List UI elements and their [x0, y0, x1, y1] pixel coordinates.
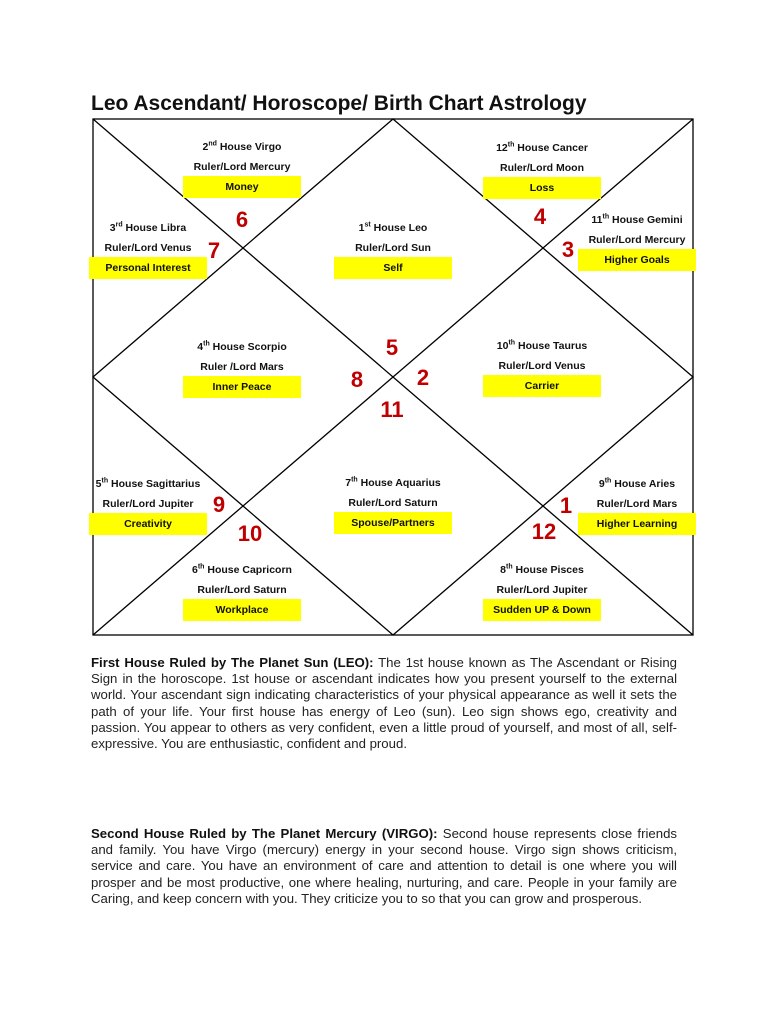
birth-chart [92, 118, 694, 636]
house-label: Higher Goals [578, 249, 696, 271]
house-label: Self [334, 257, 452, 279]
house-ruler: Ruler/Lord Venus [104, 242, 192, 254]
house-title: 11th House Gemini [591, 213, 683, 226]
house-7-aquarius [308, 477, 478, 534]
house-label: Money [183, 176, 301, 198]
house-11-gemini [552, 214, 722, 271]
paragraph-heading: First House Ruled by The Planet Sun (LEO): [91, 655, 374, 670]
second-house-paragraph [91, 826, 677, 907]
house-10-taurus [457, 340, 627, 397]
house-title: 7th House Aquarius [345, 476, 441, 489]
house-ruler: Ruler/Lord Mercury [193, 161, 291, 173]
sign-number-house-8: 12 [531, 519, 557, 544]
house-2-virgo [157, 141, 327, 198]
house-title: 5th House Sagittarius [95, 477, 201, 490]
house-ruler: Ruler/Lord Jupiter [496, 584, 588, 596]
sign-number-house-12: 4 [533, 204, 547, 229]
sign-number-house-3: 7 [207, 238, 221, 263]
paragraph-heading: Second House Ruled by The Planet Mercury (VIRGO): [91, 826, 438, 841]
house-4-scorpio [157, 341, 327, 398]
sign-number-house-4: 8 [350, 367, 364, 392]
house-ruler: Ruler /Lord Mars [200, 361, 284, 373]
house-8-pisces [457, 564, 627, 621]
house-label: Workplace [183, 599, 301, 621]
sign-number-house-5: 9 [212, 492, 226, 517]
house-title: 12th House Cancer [496, 141, 588, 154]
paragraph-body: Second house represents close friends and family. You have Virgo (mercury) energy in your second house. Virgo sign shows criticism, service and care. You have an environment of care and attention to detail is one where you will prosper and be most productive, one where healing, nurturing, and care. People in your family are Caring, and keep concern with you. They criticize you to so that you can grow and prosperous. [91, 826, 678, 906]
house-title: 3rd House Libra [109, 221, 187, 234]
house-title: 2nd House Virgo [202, 140, 282, 153]
sign-number-house-7: 11 [380, 397, 404, 422]
house-label: Creativity [89, 513, 207, 535]
house-label: Carrier [483, 375, 601, 397]
house-title: 6th House Capricorn [192, 563, 292, 576]
house-title: 9th House Aries [598, 477, 676, 490]
sign-number-house-2: 6 [235, 207, 249, 232]
first-house-paragraph [91, 655, 677, 752]
page-title: Leo Ascendant/ Horoscope/ Birth Chart Astrology [91, 92, 587, 115]
house-ruler: Ruler/Lord Saturn [348, 497, 438, 509]
sign-number-house-10: 2 [416, 365, 430, 390]
house-ruler: Ruler/Lord Saturn [197, 584, 287, 596]
house-label: Sudden UP & Down [483, 599, 601, 621]
house-12-cancer [457, 142, 627, 199]
house-title: 8th House Pisces [500, 563, 584, 576]
house-label: Higher Learning [578, 513, 696, 535]
house-title: 1st House Leo [358, 221, 428, 234]
sign-number-house-9: 1 [559, 493, 573, 518]
house-9-aries [552, 478, 722, 535]
house-label: Inner Peace [183, 376, 301, 398]
house-ruler: Ruler/Lord Sun [355, 242, 431, 254]
sign-number-house-1: 5 [385, 335, 399, 360]
paragraph-body: The 1st house known as The Ascendant or Rising Sign in the horoscope. 1st house or ascendant indicates how you present yourself to the external world. Your ascendant sign indicating characteristics of your physical appearance as well it sets the path of your life. Your first house has energy of Leo (sun). Leo sign shows ego, creativity and passion. You appear to others as very confident, even a little proud of yourself, and most of all, self-expressive. You are enthusiastic, confident and proud. [91, 655, 677, 752]
house-ruler: Ruler/Lord Moon [500, 162, 584, 174]
house-label: Spouse/Partners [334, 512, 452, 534]
house-ruler: Ruler/Lord Mars [596, 498, 678, 510]
house-ruler: Ruler/Lord Mercury [588, 234, 686, 246]
sign-number-house-6: 10 [237, 521, 263, 546]
house-title: 10th House Taurus [496, 339, 588, 352]
house-5-sagittarius [63, 478, 233, 535]
house-1-leo [308, 222, 478, 279]
house-ruler: Ruler/Lord Venus [498, 360, 586, 372]
sign-number-house-11: 3 [561, 237, 575, 262]
house-title: 4th House Scorpio [197, 340, 287, 353]
house-6-capricorn [157, 564, 327, 621]
house-ruler: Ruler/Lord Jupiter [102, 498, 194, 510]
house-label: Personal Interest [89, 257, 207, 279]
house-label: Loss [483, 177, 601, 199]
